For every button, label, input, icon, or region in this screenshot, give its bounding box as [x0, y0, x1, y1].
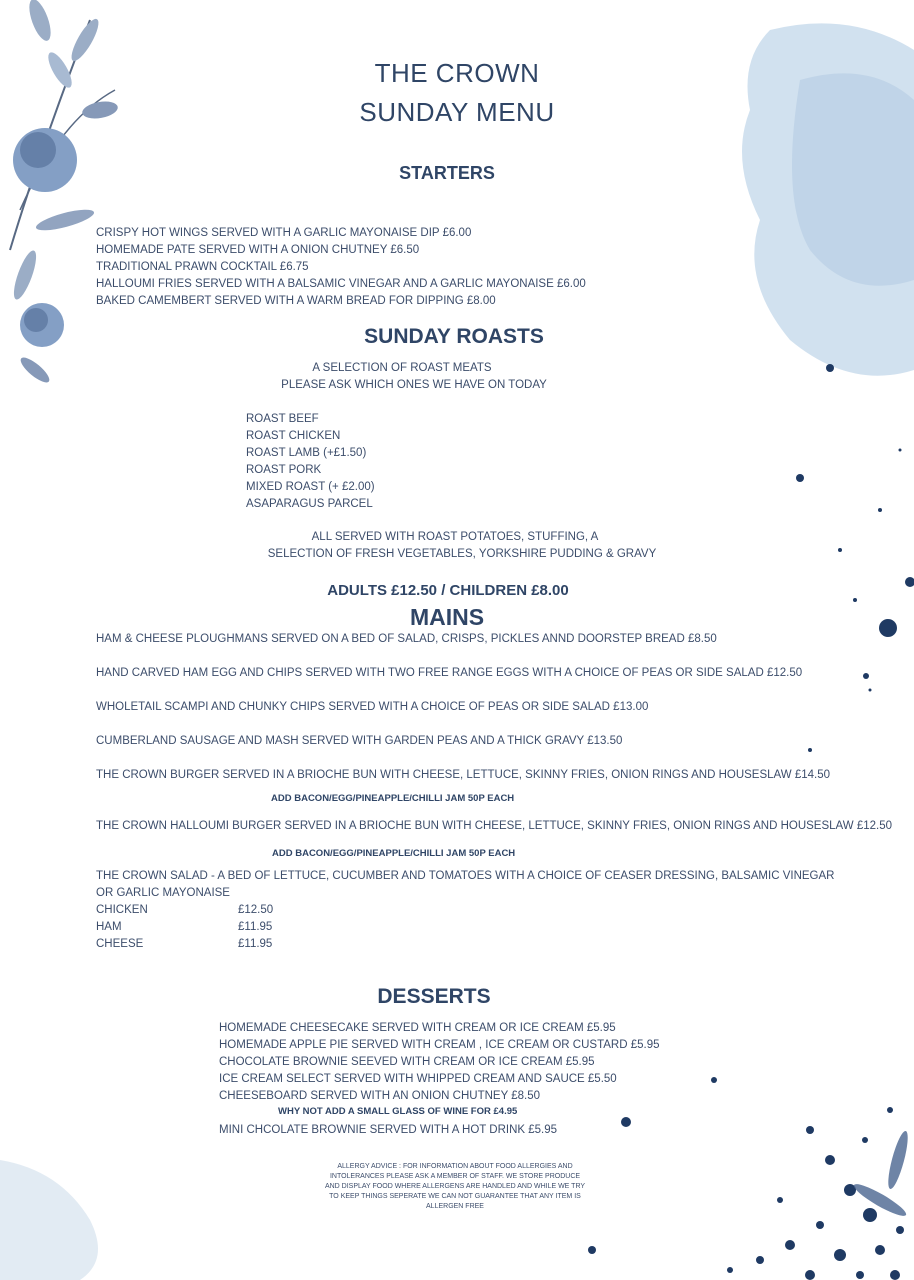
- starters-list: [96, 225, 586, 310]
- roasts-intro-1: A SELECTION OF ROAST MEATS: [312, 362, 492, 374]
- list-item: CRISPY HOT WINGS SERVED WITH A GARLIC MAYONAISE DIP £6.00: [96, 227, 472, 239]
- salad-option-row: HAM £11.95: [96, 921, 273, 933]
- list-item: CHOCOLATE BROWNIE SEEVED WITH CREAM OR ICE CREAM £5.95: [219, 1056, 595, 1068]
- wine-offer: WHY NOT ADD A SMALL GLASS OF WINE FOR £4.95: [278, 1106, 518, 1117]
- list-item: MIXED ROAST (+ £2.00): [246, 481, 375, 493]
- watercolor-splash: [0, 1140, 120, 1280]
- list-item: HAM & CHEESE PLOUGHMANS SERVED ON A BED OF SALAD, CRISPS, PICKLES ANND DOORSTEP BREAD £8.50: [96, 633, 717, 645]
- list-item: THE CROWN BURGER SERVED IN A BRIOCHE BUN WITH CHEESE, LETTUCE, SKINNY FRIES, ONION RINGS AND HOUSESLAW £14.50: [96, 769, 831, 781]
- salad-description-2: OR GARLIC MAYONAISE: [96, 887, 230, 899]
- list-item: CUMBERLAND SAUSAGE AND MASH SERVED WITH GARDEN PEAS AND A THICK GRAVY £13.50: [96, 735, 623, 747]
- list-item: BAKED CAMEMBERT SERVED WITH A WARM BREAD FOR DIPPING £8.00: [96, 295, 496, 307]
- list-item: HOMEMADE PATE SERVED WITH A ONION CHUTNEY £6.50: [96, 244, 420, 256]
- roasts-prices: ADULTS £12.50 / CHILDREN £8.00: [327, 582, 569, 599]
- list-item: HOMEMADE CHEESECAKE SERVED WITH CREAM OR ICE CREAM £5.95: [219, 1022, 616, 1034]
- list-item: ROAST LAMB (+£1.50): [246, 447, 367, 459]
- list-item: CHEESEBOARD SERVED WITH AN ONION CHUTNEY £8.50: [219, 1090, 541, 1102]
- roasts-list: [246, 411, 375, 513]
- salad-options: [96, 902, 273, 953]
- list-item: HALLOUMI FRIES SERVED WITH A BALSAMIC VINEGAR AND A GARLIC MAYONAISE £6.00: [96, 278, 586, 290]
- starters-heading: STARTERS: [399, 163, 495, 183]
- list-item: THE CROWN HALLOUMI BURGER SERVED IN A BRIOCHE BUN WITH CHEESE, LETTUCE, SKINNY FRIES, ONION RINGS AND HOUSESLAW £12.50: [96, 820, 892, 832]
- mains-heading: MAINS: [409, 604, 485, 630]
- list-item: ROAST BEEF: [246, 413, 319, 425]
- menu-title-line1: THE CROWN: [374, 58, 540, 88]
- menu-title-line2: SUNDAY MENU: [359, 97, 555, 127]
- list-item: TRADITIONAL PRAWN COCKTAIL £6.75: [96, 261, 309, 273]
- roasts-intro-2: PLEASE ASK WHICH ONES WE HAVE ON TODAY: [281, 379, 547, 391]
- desserts-heading: DESSERTS: [377, 985, 491, 1008]
- halloumi-addon-note: ADD BACON/EGG/PINEAPPLE/CHILLI JAM 50P EACH: [272, 848, 516, 859]
- list-item: ROAST PORK: [246, 464, 322, 476]
- roasts-heading: SUNDAY ROASTS: [364, 325, 544, 348]
- list-item: ICE CREAM SELECT SERVED WITH WHIPPED CREAM AND SAUCE £5.50: [219, 1073, 617, 1085]
- roasts-served-1: ALL SERVED WITH ROAST POTATOES, STUFFING, A: [311, 531, 599, 543]
- list-item: HAND CARVED HAM EGG AND CHIPS SERVED WITH TWO FREE RANGE EGGS WITH A CHOICE OF PEAS OR SIDE SALAD £12.50: [96, 667, 803, 679]
- salad-option-row: CHICKEN £12.50: [96, 904, 274, 916]
- list-item: ROAST CHICKEN: [246, 430, 341, 442]
- desserts-list: [219, 1020, 660, 1105]
- allergy-advice: ALLERGY ADVICE : FOR INFORMATION ABOUT FOOD ALLERGIES AND INTOLERANCES PLEASE ASK A MEMBER OF STAFF. WE STORE PRODUCE AND DISPLAY FOOD WHERE ALLERGENS ARE HANDLED AND WHILE WE TRY TO KEEP THINGS SEPERATE WE CAN NOT GUARANTEE THAT ANY ITEM IS ALLERGEN FREE: [324, 1163, 586, 1210]
- salad-option-row: CHEESE £11.95: [96, 938, 273, 950]
- list-item: ASAPARAGUS PARCEL: [246, 498, 373, 510]
- roasts-served-2: SELECTION OF FRESH VEGETABLES, YORKSHIRE PUDDING & GRAVY: [267, 548, 657, 560]
- burger-addon-note: ADD BACON/EGG/PINEAPPLE/CHILLI JAM 50P EACH: [271, 793, 515, 804]
- list-item: WHOLETAIL SCAMPI AND CHUNKY CHIPS SERVED WITH A CHOICE OF PEAS OR SIDE SALAD £13.00: [96, 701, 649, 713]
- list-item: HOMEMADE APPLE PIE SERVED WITH CREAM , ICE CREAM OR CUSTARD £5.95: [219, 1039, 660, 1051]
- salad-description-1: THE CROWN SALAD - A BED OF LETTUCE, CUCUMBER AND TOMATOES WITH A CHOICE OF CEASER DRESSING, BALSAMIC VINEGAR: [96, 870, 835, 882]
- list-item: MINI CHCOLATE BROWNIE SERVED WITH A HOT DRINK £5.95: [219, 1124, 558, 1136]
